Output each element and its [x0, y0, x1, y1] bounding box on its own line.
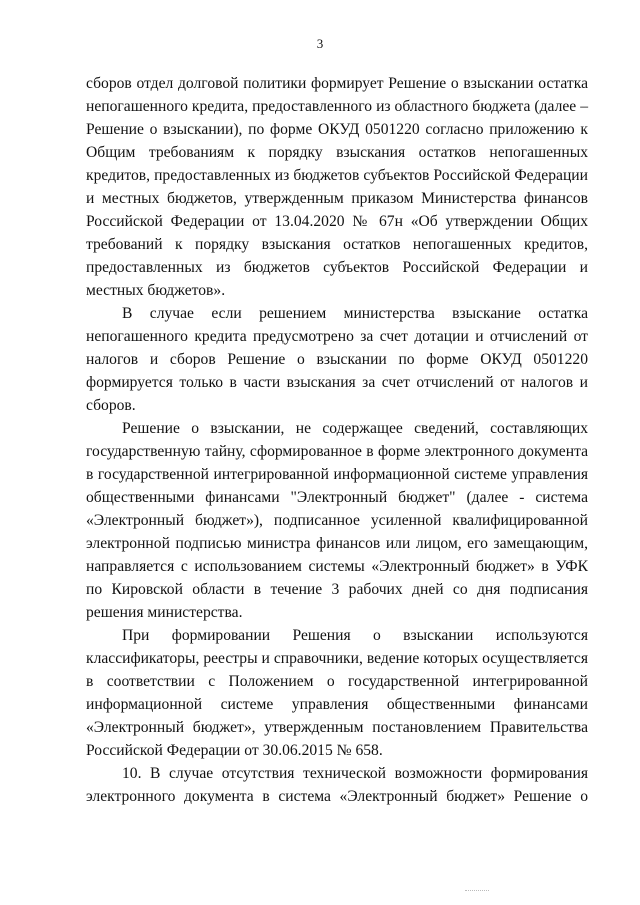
paragraph-deduction-case: В случае если решением министерства взыскание остатка непогашенного кредита предусмотрено за счет дотации и отчислений от налогов и сборов Решение о взыскании по форме ОКУД 0501220 формируется только в части взыскания за счет отчислений от налогов и сборов.: [86, 305, 588, 414]
document-body: [86, 72, 588, 808]
paragraph-item-10: 10. В случае отсутствия технической возможности формирования электронного документа в система «Электронный бюджет» Решение о: [86, 765, 588, 805]
page-number: 3: [316, 36, 324, 51]
scan-mark: [465, 890, 489, 894]
paragraph-classifiers: При формировании Решения о взыскании используются классификаторы, реестры и справочники, ведение которых осуществляется в соответствии с Положением о государственной интегрированной информационной системе управления общественными финансами «Электронный бюджет», утвержденным постановлением Правительства Российской Федерации от 30.06.2015 № 658.: [86, 627, 588, 759]
paragraph-electronic-document: Решение о взыскании, не содержащее сведений, составляющих государственную тайну, сформированное в форме электронного документа в государственной интегрированной информационной системе управления общественными финансами "Электронный бюджет" (далее - система «Электронный бюджет»), подписанное усиленной квалифицированной электронной подписью министра финансов или лицом, его замещающим, направляется с использованием системы «Электронный бюджет» в УФК по Кировской области в течение 3 рабочих дней со дня подписания решения министерства.: [86, 420, 588, 621]
paragraph-continuation: сборов отдел долговой политики формирует Решение о взыскании остатка непогашенного кредита, предоставленного из областного бюджета (далее – Решение о взыскании), по форме ОКУД 0501220 согласно приложению к Общим требованиям к порядку взыскания остатков непогашенных кредитов, предоставленных из бюджетов субъектов Российской Федерации и местных бюджетов, утвержденным приказом Министерства финансов Российской Федерации от 13.04.2020 № 67н «Об утверждении Общих требований к порядку взыскания остатков непогашенных кредитов, предоставленных из бюджетов субъектов Российской Федерации и местных бюджетов».: [86, 75, 588, 299]
